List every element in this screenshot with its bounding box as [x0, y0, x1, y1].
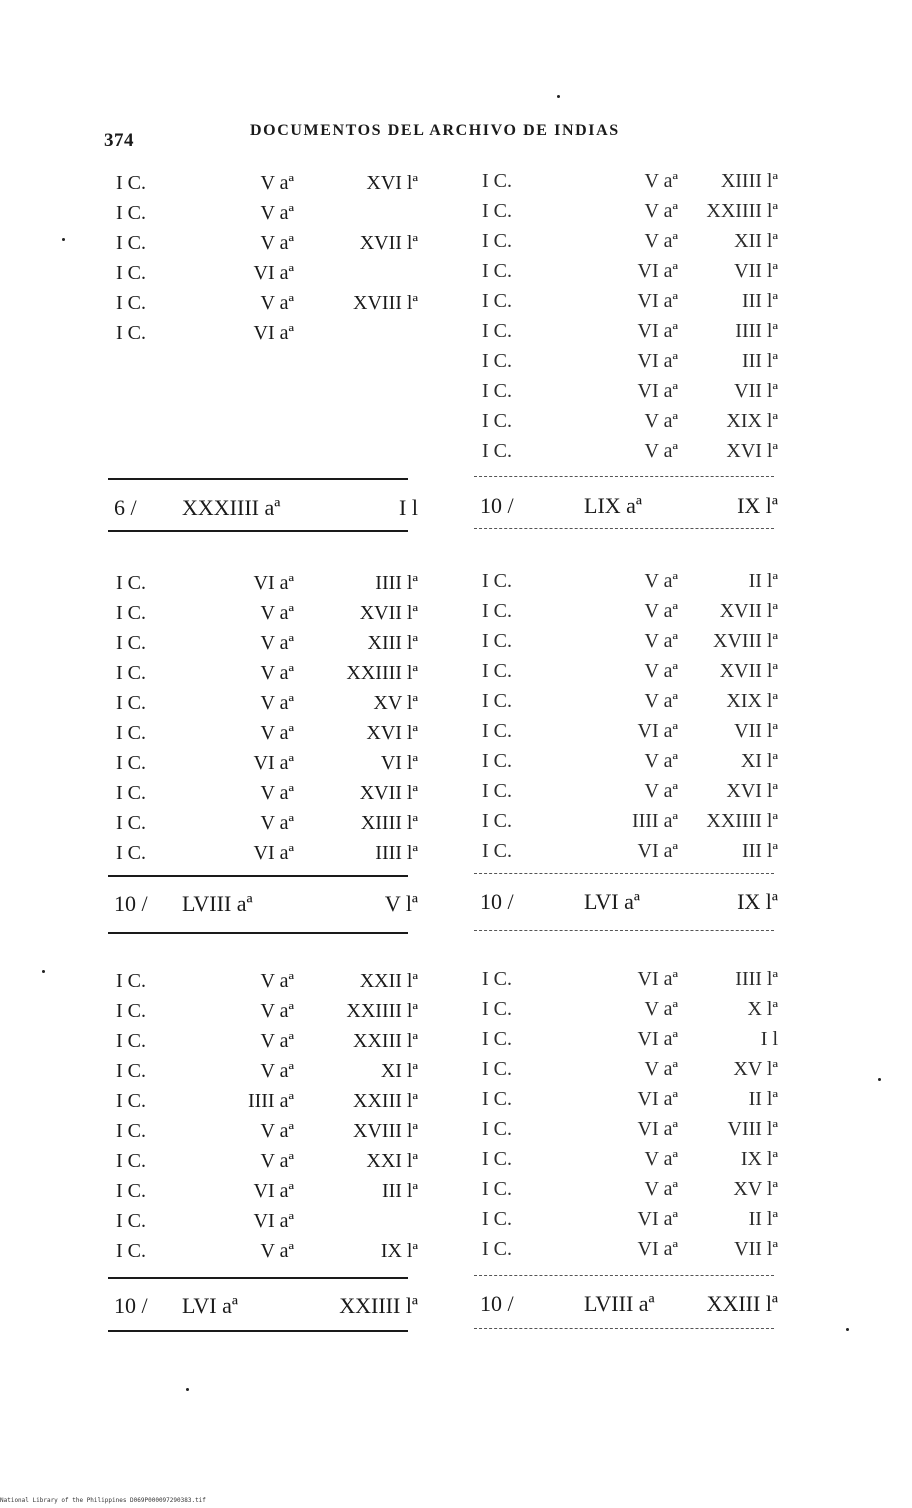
entry-arrobas: V aª [260, 202, 294, 224]
ledger-entry [474, 1054, 784, 1084]
entry-count: I C. [482, 1118, 512, 1140]
ledger-entry [108, 658, 418, 688]
entry-count: I C. [116, 602, 146, 624]
entry-count: I C. [482, 170, 512, 192]
total-rule-bottom [108, 530, 408, 532]
entry-libras: XXIIII lª [346, 662, 418, 684]
entry-libras: I l [760, 1028, 778, 1050]
group-total [474, 884, 784, 920]
entry-arrobas: VI aª [253, 1180, 294, 1202]
ledger-entry [108, 748, 418, 778]
total-arrobas: LVI aª [182, 1293, 238, 1318]
ledger-entry [108, 598, 418, 628]
entry-count: I C. [116, 1090, 146, 1112]
entry-count: I C. [482, 200, 512, 222]
ledger-entry [474, 376, 784, 406]
entry-count: I C. [116, 752, 146, 774]
entry-count: I C. [482, 260, 512, 282]
entry-arrobas: V aª [260, 1000, 294, 1022]
ledger-entry [474, 964, 784, 994]
entry-libras: XXIII lª [353, 1030, 418, 1052]
ledger-entry [474, 1144, 784, 1174]
ledger-entry [474, 656, 784, 686]
entry-arrobas: V aª [260, 1240, 294, 1262]
entry-libras: XVII lª [359, 782, 418, 804]
entry-arrobas: VI aª [253, 842, 294, 864]
entry-libras: XIX lª [726, 690, 778, 712]
entry-libras: XII lª [734, 230, 778, 252]
entry-count: I C. [116, 1120, 146, 1142]
group-total [108, 1288, 418, 1324]
entry-count: I C. [116, 782, 146, 804]
total-arrobas: XXXIIII aª [182, 495, 281, 520]
entry-count: I C. [116, 1000, 146, 1022]
ledger-entry [108, 258, 418, 288]
ledger-entry [474, 226, 784, 256]
entry-libras: IIII lª [735, 968, 778, 990]
right-ledger-column [474, 0, 784, 1508]
entry-count: I C. [482, 780, 512, 802]
ledger-entry [474, 566, 784, 596]
entry-arrobas: VI aª [637, 1118, 678, 1140]
ledger-entry [108, 288, 418, 318]
entry-count: I C. [482, 1058, 512, 1080]
total-libras: V lª [384, 891, 418, 916]
entry-libras: III lª [381, 1180, 418, 1202]
left-ledger-column [108, 0, 418, 1508]
entry-count: I C. [482, 1208, 512, 1230]
entry-count: I C. [482, 290, 512, 312]
entry-arrobas: IIII aª [631, 810, 678, 832]
entry-count: I C. [482, 440, 512, 462]
entry-count: I C. [116, 572, 146, 594]
entry-arrobas: V aª [260, 692, 294, 714]
entry-libras: XXIIII lª [706, 200, 778, 222]
entry-count: I C. [116, 842, 146, 864]
entry-libras: IX lª [740, 1148, 778, 1170]
total-rule-bottom [108, 1330, 408, 1332]
entry-libras: XVII lª [719, 600, 778, 622]
entry-libras: VI lª [380, 752, 418, 774]
ledger-entry [108, 1236, 418, 1266]
total-count: 6 / [114, 495, 137, 520]
entry-libras: XIIII lª [360, 812, 418, 834]
ledger-entry [108, 808, 418, 838]
ledger-entry [474, 626, 784, 656]
group-total [474, 488, 784, 524]
entry-count: I C. [116, 1030, 146, 1052]
entry-count: I C. [116, 632, 146, 654]
entry-arrobas: VI aª [637, 320, 678, 342]
scan-speck [846, 1328, 849, 1331]
ledger-entry [474, 596, 784, 626]
entry-libras: VII lª [734, 1238, 778, 1260]
ledger-entry [108, 1056, 418, 1086]
ledger-entry [474, 436, 784, 466]
entry-arrobas: VI aª [253, 1210, 294, 1232]
entry-arrobas: V aª [260, 1120, 294, 1142]
ledger-entry [474, 1204, 784, 1234]
total-count: 10 / [114, 891, 148, 916]
entry-count: I C. [116, 692, 146, 714]
entry-arrobas: V aª [260, 232, 294, 254]
entry-arrobas: V aª [644, 600, 678, 622]
entry-count: I C. [116, 1180, 146, 1202]
ledger-entry [108, 838, 418, 868]
entry-count: I C. [482, 320, 512, 342]
ledger-entry [108, 1176, 418, 1206]
ledger-entry [108, 688, 418, 718]
entry-libras: VII lª [734, 260, 778, 282]
total-rule-top [108, 478, 408, 480]
entry-libras: XXIII lª [353, 1090, 418, 1112]
total-count: 10 / [480, 1291, 514, 1316]
entry-count: I C. [482, 570, 512, 592]
entry-count: I C. [116, 322, 146, 344]
entry-count: I C. [116, 172, 146, 194]
entry-arrobas: V aª [644, 780, 678, 802]
entry-count: I C. [116, 722, 146, 744]
entry-arrobas: V aª [260, 1030, 294, 1052]
entry-arrobas: V aª [260, 172, 294, 194]
entry-libras: IIII lª [375, 842, 418, 864]
entry-libras: XVI lª [366, 722, 418, 744]
entry-count: I C. [482, 350, 512, 372]
entry-arrobas: VI aª [637, 350, 678, 372]
scan-speck [557, 95, 560, 98]
entry-arrobas: VI aª [253, 752, 294, 774]
entry-count: I C. [482, 630, 512, 652]
total-rule-top [108, 1277, 408, 1279]
entry-arrobas: V aª [644, 410, 678, 432]
ledger-entry [474, 1174, 784, 1204]
entry-arrobas: V aª [644, 660, 678, 682]
entry-count: I C. [482, 1238, 512, 1260]
scan-speck [878, 1078, 881, 1081]
ledger-entry [474, 406, 784, 436]
entry-libras: XVI lª [726, 440, 778, 462]
ledger-entry [108, 318, 418, 348]
entry-libras: XVI lª [366, 172, 418, 194]
ledger-entry [108, 996, 418, 1026]
ledger-entry [108, 1086, 418, 1116]
entry-arrobas: VI aª [253, 322, 294, 344]
entry-libras: VIII lª [727, 1118, 778, 1140]
ledger-entry [108, 228, 418, 258]
entry-libras: XXIIII lª [706, 810, 778, 832]
entry-arrobas: VI aª [637, 1028, 678, 1050]
entry-count: I C. [116, 202, 146, 224]
entry-arrobas: V aª [644, 570, 678, 592]
entry-arrobas: VI aª [253, 262, 294, 284]
entry-arrobas: V aª [644, 1058, 678, 1080]
total-count: 10 / [480, 889, 514, 914]
entry-count: I C. [116, 1150, 146, 1172]
ledger-entry [108, 778, 418, 808]
total-rule-top [474, 873, 774, 874]
entry-libras: III lª [741, 350, 778, 372]
total-rule-bottom [108, 932, 408, 934]
ledger-entry [108, 718, 418, 748]
ledger-entry [474, 806, 784, 836]
entry-arrobas: V aª [260, 812, 294, 834]
entry-libras: XVIII lª [353, 1120, 418, 1142]
entry-count: I C. [116, 970, 146, 992]
entry-count: I C. [482, 968, 512, 990]
ledger-entry [474, 316, 784, 346]
entry-count: I C. [116, 1210, 146, 1232]
entry-arrobas: V aª [644, 630, 678, 652]
entry-libras: XVIII lª [353, 292, 418, 314]
total-rule-bottom [474, 528, 774, 529]
group-total [474, 1286, 784, 1322]
entry-arrobas: VI aª [637, 968, 678, 990]
total-arrobas: LIX aª [584, 493, 642, 518]
entry-arrobas: V aª [644, 170, 678, 192]
total-libras: IX lª [737, 889, 778, 914]
entry-count: I C. [482, 1028, 512, 1050]
scan-footer-note: National Library of the Philippines D069P000097290383.tif [0, 1497, 206, 1504]
entry-libras: XI lª [380, 1060, 418, 1082]
ledger-entry [474, 716, 784, 746]
entry-arrobas: VI aª [637, 840, 678, 862]
total-libras: XXIIII lª [339, 1293, 418, 1318]
page-number: 374 [104, 130, 134, 151]
entry-libras: X lª [747, 998, 778, 1020]
entry-arrobas: V aª [644, 1178, 678, 1200]
ledger-entry [474, 286, 784, 316]
entry-count: I C. [482, 840, 512, 862]
entry-arrobas: V aª [644, 750, 678, 772]
entry-count: I C. [482, 380, 512, 402]
entry-libras: III lª [741, 840, 778, 862]
entry-libras: XVII lª [359, 232, 418, 254]
total-libras: XXIII lª [706, 1291, 778, 1316]
entry-libras: XIX lª [726, 410, 778, 432]
entry-arrobas: V aª [644, 200, 678, 222]
ledger-entry [108, 1206, 418, 1236]
entry-count: I C. [482, 998, 512, 1020]
ledger-entry [108, 1146, 418, 1176]
entry-arrobas: V aª [260, 1150, 294, 1172]
ledger-entry [474, 1084, 784, 1114]
ledger-entry [474, 994, 784, 1024]
total-arrobas: LVIII aª [584, 1291, 655, 1316]
entry-libras: XV lª [733, 1178, 778, 1200]
entry-arrobas: V aª [260, 722, 294, 744]
scan-speck [186, 1388, 189, 1391]
entry-libras: XVII lª [359, 602, 418, 624]
entry-arrobas: V aª [260, 632, 294, 654]
group-total [108, 490, 418, 526]
total-rule-bottom [474, 930, 774, 931]
ledger-entry [108, 966, 418, 996]
total-rule-top [108, 875, 408, 877]
entry-libras: XIII lª [367, 632, 418, 654]
entry-count: I C. [482, 1178, 512, 1200]
ledger-entry [474, 1234, 784, 1264]
entry-libras: III lª [741, 290, 778, 312]
entry-arrobas: VI aª [637, 720, 678, 742]
entry-count: I C. [482, 690, 512, 712]
entry-count: I C. [482, 1148, 512, 1170]
entry-arrobas: VI aª [637, 290, 678, 312]
total-rule-bottom [474, 1328, 774, 1329]
entry-count: I C. [482, 410, 512, 432]
entry-libras: II lª [748, 1208, 778, 1230]
total-libras: I l [399, 495, 418, 520]
entry-arrobas: IIII aª [247, 1090, 294, 1112]
entry-arrobas: VI aª [253, 572, 294, 594]
entry-arrobas: VI aª [637, 1238, 678, 1260]
total-count: 10 / [480, 493, 514, 518]
total-rule-top [474, 476, 774, 477]
entry-libras: XV lª [733, 1058, 778, 1080]
ledger-entry [474, 1024, 784, 1054]
total-libras: IX lª [737, 493, 778, 518]
total-arrobas: LVI aª [584, 889, 640, 914]
entry-libras: IIII lª [375, 572, 418, 594]
entry-count: I C. [116, 232, 146, 254]
total-arrobas: LVIII aª [182, 891, 253, 916]
entry-count: I C. [482, 230, 512, 252]
entry-arrobas: VI aª [637, 1208, 678, 1230]
ledger-entry [474, 196, 784, 226]
scan-speck [62, 238, 65, 241]
entry-count: I C. [116, 662, 146, 684]
entry-arrobas: V aª [644, 440, 678, 462]
entry-arrobas: V aª [260, 970, 294, 992]
ledger-entry [108, 568, 418, 598]
entry-libras: XIIII lª [720, 170, 778, 192]
entry-arrobas: VI aª [637, 260, 678, 282]
entry-libras: XXI lª [366, 1150, 418, 1172]
entry-arrobas: VI aª [637, 1088, 678, 1110]
entry-libras: IIII lª [735, 320, 778, 342]
ledger-entry [108, 1026, 418, 1056]
entry-arrobas: V aª [644, 1148, 678, 1170]
entry-arrobas: V aª [644, 998, 678, 1020]
entry-count: I C. [482, 600, 512, 622]
ledger-entry [474, 346, 784, 376]
scan-speck [42, 970, 45, 973]
ledger-entry [108, 1116, 418, 1146]
entry-libras: XXIIII lª [346, 1000, 418, 1022]
entry-libras: VII lª [734, 380, 778, 402]
entry-count: I C. [116, 812, 146, 834]
ledger-entry [474, 776, 784, 806]
entry-libras: XXII lª [359, 970, 418, 992]
entry-arrobas: V aª [260, 602, 294, 624]
entry-count: I C. [482, 750, 512, 772]
entry-count: I C. [116, 292, 146, 314]
total-rule-top [474, 1275, 774, 1276]
entry-arrobas: V aª [260, 782, 294, 804]
entry-count: I C. [482, 660, 512, 682]
entry-arrobas: VI aª [637, 380, 678, 402]
ledger-entry [474, 686, 784, 716]
entry-arrobas: V aª [644, 690, 678, 712]
entry-libras: XVIII lª [713, 630, 778, 652]
group-total [108, 886, 418, 922]
entry-libras: XVI lª [726, 780, 778, 802]
entry-libras: XV lª [373, 692, 418, 714]
entry-count: I C. [482, 720, 512, 742]
entry-libras: XI lª [740, 750, 778, 772]
ledger-entry [108, 628, 418, 658]
total-count: 10 / [114, 1293, 148, 1318]
entry-arrobas: V aª [260, 662, 294, 684]
entry-libras: II lª [748, 1088, 778, 1110]
entry-arrobas: V aª [260, 292, 294, 314]
ledger-entry [474, 836, 784, 866]
ledger-entry [474, 166, 784, 196]
entry-count: I C. [116, 262, 146, 284]
entry-count: I C. [116, 1060, 146, 1082]
ledger-entry [474, 1114, 784, 1144]
ledger-entry [474, 746, 784, 776]
entry-arrobas: V aª [260, 1060, 294, 1082]
entry-libras: IX lª [380, 1240, 418, 1262]
ledger-entry [108, 198, 418, 228]
ledger-entry [474, 256, 784, 286]
ledger-entry [108, 168, 418, 198]
entry-libras: XVII lª [719, 660, 778, 682]
entry-libras: VII lª [734, 720, 778, 742]
entry-count: I C. [482, 810, 512, 832]
entry-count: I C. [482, 1088, 512, 1110]
entry-count: I C. [116, 1240, 146, 1262]
running-title: DOCUMENTOS DEL ARCHIVO DE INDIAS [250, 122, 620, 139]
entry-arrobas: V aª [644, 230, 678, 252]
entry-libras: II lª [748, 570, 778, 592]
